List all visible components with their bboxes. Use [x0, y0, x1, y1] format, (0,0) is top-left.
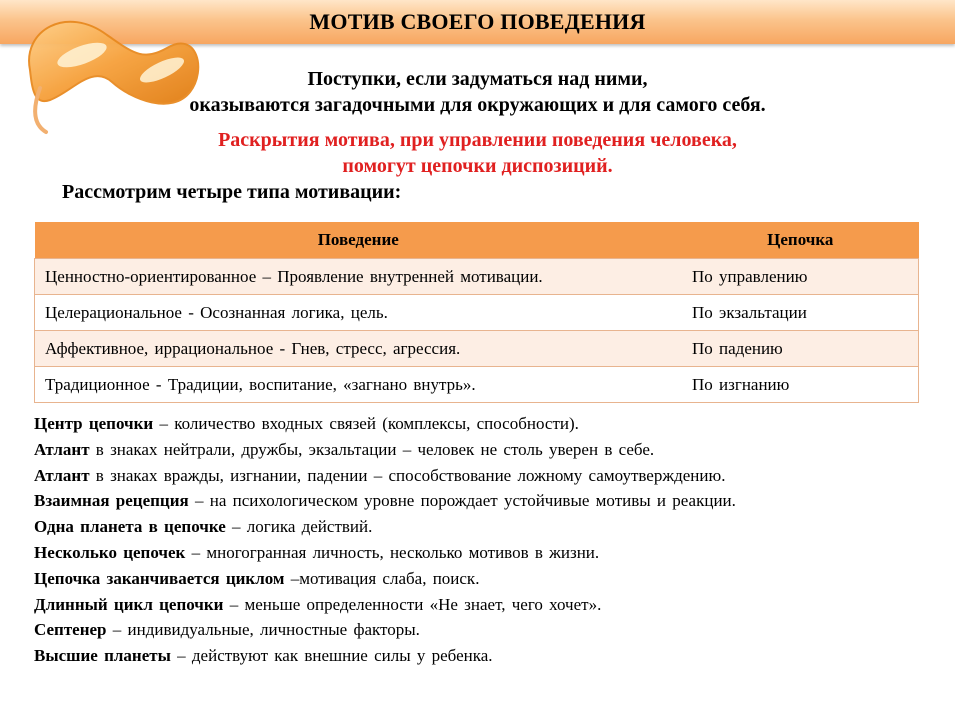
- behavior-cell: Традиционное - Традиции, воспитание, «загнано внутрь».: [35, 367, 683, 403]
- definition-term: Атлант: [34, 439, 90, 459]
- definition-text: – логика действий.: [225, 517, 373, 537]
- definition-item: [34, 411, 934, 437]
- definition-term: Цепочка заканчивается циклом: [34, 568, 285, 588]
- subheading: Рассмотрим четыре типа мотивации:: [62, 181, 402, 203]
- definitions-list: [34, 411, 934, 669]
- definition-item: [34, 488, 934, 514]
- intro-line-4: помогут цепочки диспозиций.: [342, 155, 613, 177]
- intro-line-2: оказываются загадочными для окружающих и для самого себя.: [189, 94, 766, 116]
- definition-item: [34, 592, 934, 618]
- motivation-table: [34, 222, 919, 403]
- header-chain: Цепочка: [682, 222, 919, 259]
- definition-text: – на психологическом уровне порождает устойчивые мотивы и реакции.: [188, 491, 736, 511]
- intro-line-1: Поступки, если задуматься над ними,: [307, 68, 648, 90]
- definition-term: Септенер: [34, 620, 107, 640]
- table-row: [35, 367, 919, 403]
- intro-line-3: Раскрытия мотива, при управлении поведения человека,: [218, 129, 737, 151]
- definition-term: Несколько цепочек: [34, 542, 186, 562]
- definition-text: – меньше определенности «Не знает, чего хочет».: [223, 594, 602, 614]
- definition-item: [34, 540, 934, 566]
- chain-cell: По падению: [682, 331, 919, 367]
- definition-term: Взаимная рецепция: [34, 491, 189, 511]
- definition-term: Высшие планеты: [34, 646, 171, 666]
- page-title: МОТИВ СВОЕГО ПОВЕДЕНИЯ: [309, 9, 646, 34]
- chain-cell: По управлению: [682, 259, 919, 295]
- chain-cell: По изгнанию: [682, 367, 919, 403]
- definition-text: – количество входных связей (комплексы, способности).: [153, 414, 579, 433]
- table-header-row: [35, 222, 919, 259]
- definition-item: [34, 437, 934, 463]
- definition-term: Длинный цикл цепочки: [34, 594, 224, 614]
- header-behavior: Поведение: [35, 222, 683, 259]
- definition-item: [34, 514, 934, 540]
- definition-text: – индивидуальные, личностные факторы.: [106, 620, 420, 640]
- definition-text: – многогранная личность, несколько мотивов в жизни.: [185, 542, 600, 562]
- table-row: [35, 259, 919, 295]
- behavior-cell: Целерациональное - Осознанная логика, цель.: [35, 295, 683, 331]
- definition-item: [34, 566, 934, 592]
- definition-text: в знаках вражды, изгнании, падении – способствование ложному самоутверждению.: [89, 465, 726, 485]
- definition-term: Центр цепочки: [34, 414, 154, 433]
- definition-text: – действуют как внешние силы у ребенка.: [170, 646, 493, 666]
- definition-term: Одна планета в цепочке: [34, 517, 226, 537]
- behavior-cell: Ценностно-ориентированное – Проявление внутренней мотивации.: [35, 259, 683, 295]
- definition-text: в знаках нейтрали, дружбы, экзальтации – человек не столь уверен в себе.: [89, 439, 655, 459]
- definition-term: Атлант: [34, 465, 90, 485]
- table-row: [35, 331, 919, 367]
- behavior-cell: Аффективное, иррациональное - Гнев, стресс, агрессия.: [35, 331, 683, 367]
- definition-item: [34, 643, 934, 669]
- definition-item: [34, 617, 934, 643]
- definition-item: [34, 463, 934, 489]
- definition-text: –мотивация слаба, поиск.: [284, 568, 480, 588]
- table-row: [35, 295, 919, 331]
- chain-cell: По экзальтации: [682, 295, 919, 331]
